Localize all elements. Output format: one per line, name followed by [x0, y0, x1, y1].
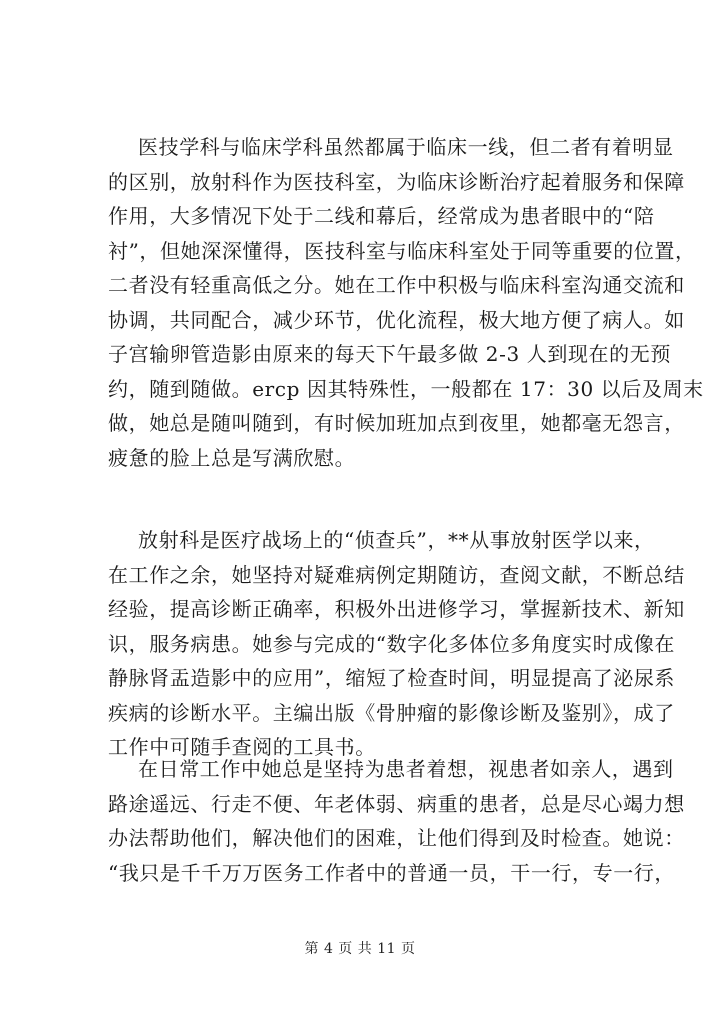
text-line: 经验，提高诊断正确率，积极外出进修学习，掌握新技术、新知: [108, 597, 685, 621]
text-line: 识，服务病患。她参与完成的“数字化多体位多角度实时成像在: [108, 631, 676, 656]
text-line: 工作中可随手查阅的工具书。: [108, 735, 376, 759]
page-number-footer: 第 4 页 共 11 页: [304, 941, 416, 957]
text-line: 作用，大多情况下处于二线和幕后，经常成为患者眼中的“陪: [108, 204, 655, 228]
text-line: 疲惫的脸上总是写满欣慰。: [108, 445, 356, 470]
text-line: 在日常工作中她总是坚持为患者着想，视患者如亲人，遇到: [138, 757, 674, 781]
text-line: 放射科是医疗战场上的“侦查兵”，**从事放射医学以来，: [138, 528, 655, 552]
text-line: 疾病的诊断水平。主编出版《骨肿瘤的影像诊断及鉴别》，成了: [108, 700, 675, 725]
text-line: 子宫输卵管造影由原来的每天下午最多做 2-3 人到现在的无预: [108, 342, 671, 366]
text-line: 的区别，放射科作为医技科室，为临床诊断治疗起着服务和保障: [108, 169, 685, 194]
text-line: 在工作之余，她坚持对疑难病例定期随访，查阅文献，不断总结: [108, 562, 685, 587]
paragraph-2: [108, 523, 685, 765]
text-line: 办法帮助他们，解决他们的困难，让他们得到及时检查。她说：: [108, 826, 685, 850]
text-line: 静脉肾盂造影中的应用”，缩短了检查时间，明显提高了泌尿系: [108, 666, 676, 690]
text-line: 协调，共同配合，减少环节，优化流程，极大地方便了病人。如: [108, 307, 685, 332]
paragraph-3: [108, 752, 685, 890]
text-line: 二者没有轻重高低之分。她在工作中积极与临床科室沟通交流和: [108, 273, 685, 297]
text-line: “我只是千千万万医务工作者中的普通一员，干一行，专一行，: [108, 860, 676, 885]
text-line: 做，她总是随叫随到，有时候加班加点到夜里，她都毫无怨言，: [108, 411, 685, 435]
paragraph-1: [108, 130, 704, 475]
text-line: 衬”，但她深深懂得，医技科室与临床科室处于同等重要的位置，: [108, 238, 696, 263]
text-line: 路途遥远、行走不便、年老体弱、病重的患者，总是尽心竭力想: [108, 791, 685, 816]
text-line: 约，随到随做。ercp 因其特殊性，一般都在 17：30 以后及周末: [108, 376, 704, 401]
text-line: 医技学科与临床学科虽然都属于临床一线，但二者有着明显: [138, 135, 674, 159]
